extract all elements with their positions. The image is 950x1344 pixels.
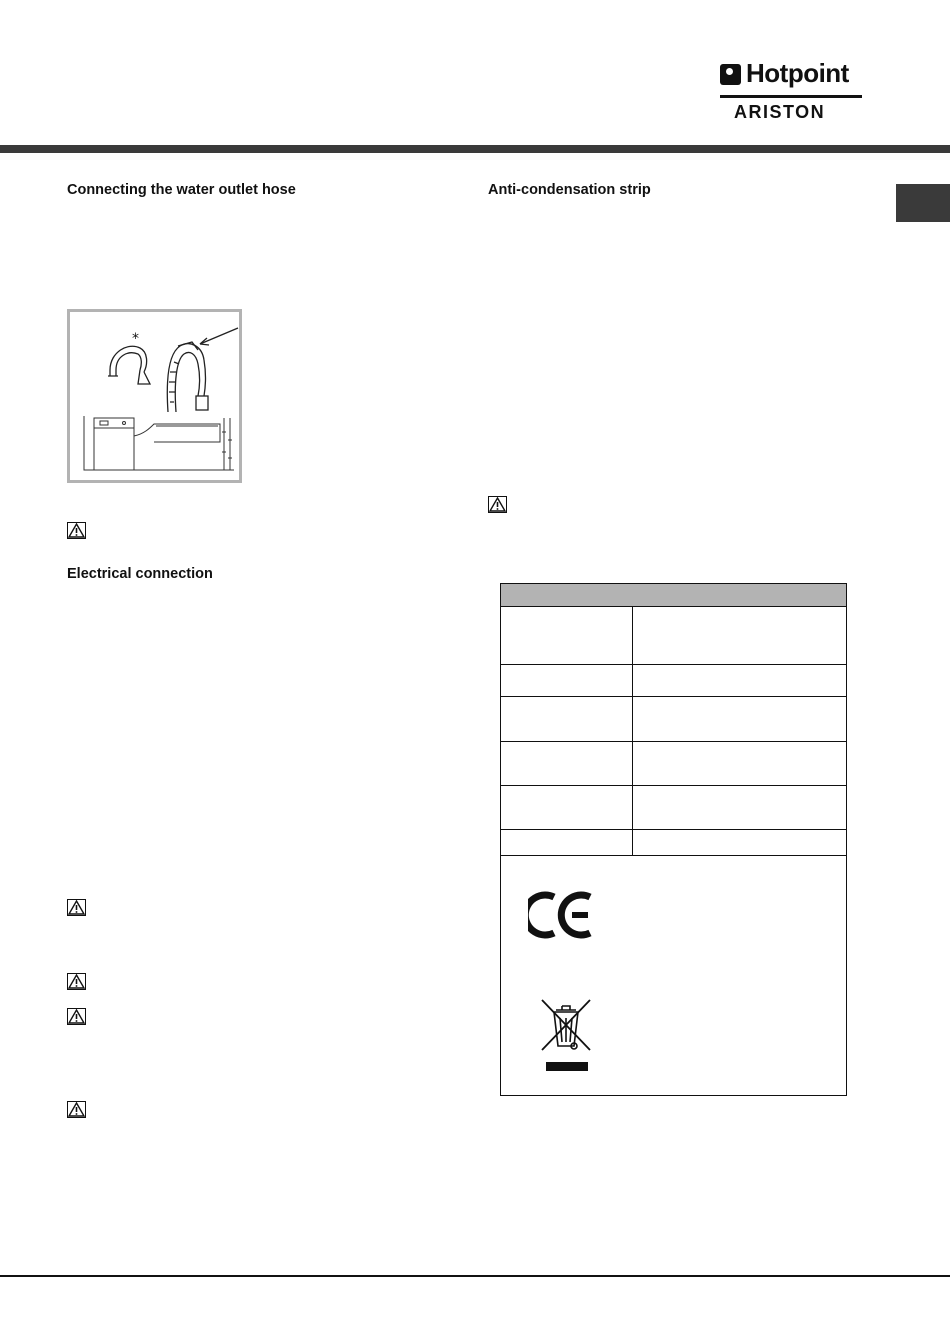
- brand-name-top: Hotpoint: [746, 58, 849, 88]
- table-row-divider: [501, 829, 846, 830]
- logo-divider: [720, 95, 862, 98]
- footer-rule: [0, 1275, 950, 1277]
- heading-electrical-connection: Electrical connection: [67, 566, 213, 582]
- table-row-divider: [501, 855, 846, 856]
- crossed-out-bin-icon: [540, 998, 592, 1074]
- column-divider: [632, 606, 633, 855]
- warning-triangle-icon: [488, 496, 507, 513]
- heading-outlet-hose: Connecting the water outlet hose: [67, 182, 296, 198]
- warning-triangle-icon: [67, 1101, 86, 1118]
- table-row-divider: [501, 741, 846, 742]
- warning-triangle-icon: [67, 522, 86, 539]
- header-bar: [0, 145, 950, 153]
- outlet-hose-figure: [67, 309, 242, 483]
- language-side-tab: [896, 184, 950, 222]
- ce-mark-icon: [528, 891, 594, 939]
- brand-logo: [718, 60, 864, 124]
- table-row-divider: [501, 696, 846, 697]
- outlet-hose-illustration: [70, 312, 239, 480]
- table-header-row: [501, 584, 846, 607]
- figure-asterisk: *: [132, 331, 139, 347]
- brand-name-bottom: ARISTON: [734, 102, 826, 122]
- warning-triangle-icon: [67, 1008, 86, 1025]
- table-row-divider: [501, 785, 846, 786]
- warning-triangle-icon: [67, 899, 86, 916]
- table-row-divider: [501, 664, 846, 665]
- heading-anti-condensation: Anti-condensation strip: [488, 182, 651, 198]
- logo-square-icon: [720, 64, 741, 85]
- warning-triangle-icon: [67, 973, 86, 990]
